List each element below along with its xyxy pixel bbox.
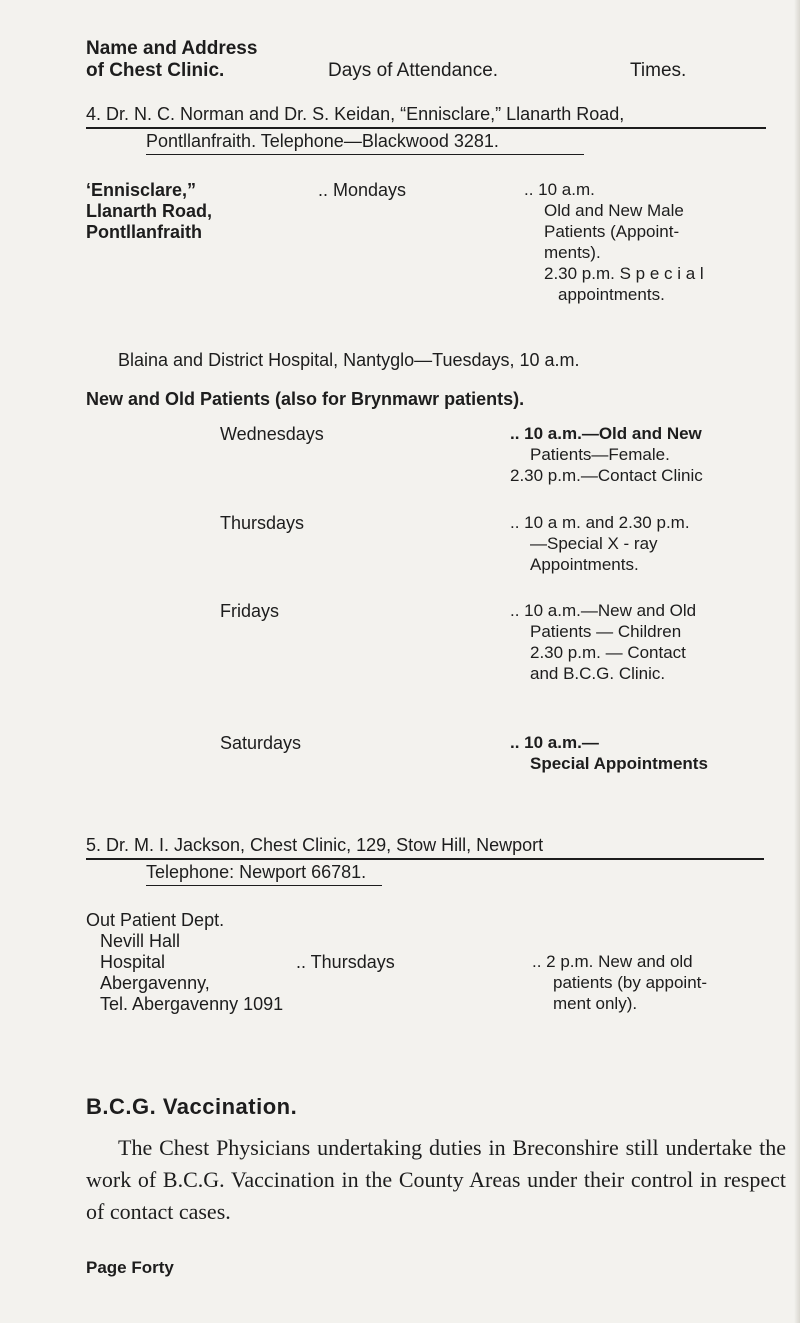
blaina-patients-line: New and Old Patients (also for Brynmawr patients). [86, 389, 525, 409]
page-number-label: Page Forty [86, 1258, 174, 1277]
address-line: Pontllanfraith [86, 222, 202, 242]
entry5-title-line: 5. Dr. M. I. Jackson, Chest Clinic, 129, Stow Hill, Newport [86, 835, 544, 855]
header-days-attendance: Days of Attendance. [328, 60, 499, 81]
time-line: 2.30 p.m.—Contact Clinic [510, 466, 703, 485]
address-line: Abergavenny, [100, 973, 210, 993]
entry5-title-underline [86, 858, 764, 860]
entry4-day-mondays: .. Mondays [318, 180, 407, 200]
entry4-telephone-line: Pontllanfraith. Telephone—Blackwood 3281. [146, 131, 499, 151]
time-line: patients (by appoint- [553, 973, 708, 992]
time-line: .. 10 a m. and 2.30 p.m. [510, 513, 690, 532]
time-line: ments). [544, 243, 601, 262]
time-line: Patients (Appoint- [544, 222, 680, 241]
time-line: .. 10 a.m. [524, 180, 595, 199]
day-saturdays: Saturdays [220, 733, 302, 753]
entry5-day-thursdays: .. Thursdays [296, 952, 395, 972]
bcg-paragraph: The Chest Physicians undertaking duties in Breconshire still undertake the work of B.C.G. Vaccination in the County Areas under their control in respect of contact cases. [86, 1135, 786, 1224]
entry5-telephone-line: Telephone: Newport 66781. [146, 862, 367, 882]
address-line: ‘Ennisclare,” [86, 180, 197, 200]
time-line: ment only). [553, 994, 638, 1013]
day-thursdays: Thursdays [220, 513, 305, 533]
blaina-hospital-line: Blaina and District Hospital, Nantyglo—Tuesdays, 10 a.m. [118, 350, 580, 370]
address-line: Nevill Hall [100, 931, 181, 951]
page-edge-shadow [794, 0, 800, 1323]
time-line: Old and New Male [544, 201, 684, 220]
time-line: and B.C.G. Clinic. [530, 664, 666, 683]
entry4-title-underline [86, 127, 766, 129]
address-line: Out Patient Dept. [86, 910, 225, 930]
address-line: Tel. Abergavenny 1091 [100, 994, 284, 1014]
address-line: Llanarth Road, [86, 201, 213, 221]
day-fridays: Fridays [220, 601, 280, 621]
header-times: Times. [630, 60, 687, 81]
time-line: 2.30 p.m. — Contact [530, 643, 686, 662]
time-line: appointments. [558, 285, 665, 304]
time-line: .. 2 p.m. New and old [532, 952, 693, 971]
day-wednesdays: Wednesdays [220, 424, 324, 444]
time-line: —Special X - ray [530, 534, 658, 553]
entry5-telephone-underline [146, 885, 382, 886]
time-line: .. 10 a.m.— [510, 733, 599, 752]
time-line: 2.30 p.m. S p e c i a l [544, 264, 704, 283]
bcg-heading: B.C.G. Vaccination. [86, 1094, 298, 1119]
time-line: Special Appointments [530, 754, 708, 773]
time-line: Appointments. [530, 555, 639, 574]
entry4-title-line: 4. Dr. N. C. Norman and Dr. S. Keidan, “Ennisclare,” Llanarth Road, [86, 104, 625, 124]
entry4-telephone-underline [146, 154, 584, 155]
header-name-address-line1: Name and Address [86, 38, 258, 59]
address-line: Hospital [100, 952, 166, 972]
time-line: Patients—Female. [530, 445, 670, 464]
header-name-address-line2: of Chest Clinic. [86, 60, 225, 81]
time-line: .. 10 a.m.—New and Old [510, 601, 697, 620]
time-line: Patients — Children [530, 622, 682, 641]
time-line: .. 10 a.m.—Old and New [510, 424, 702, 443]
